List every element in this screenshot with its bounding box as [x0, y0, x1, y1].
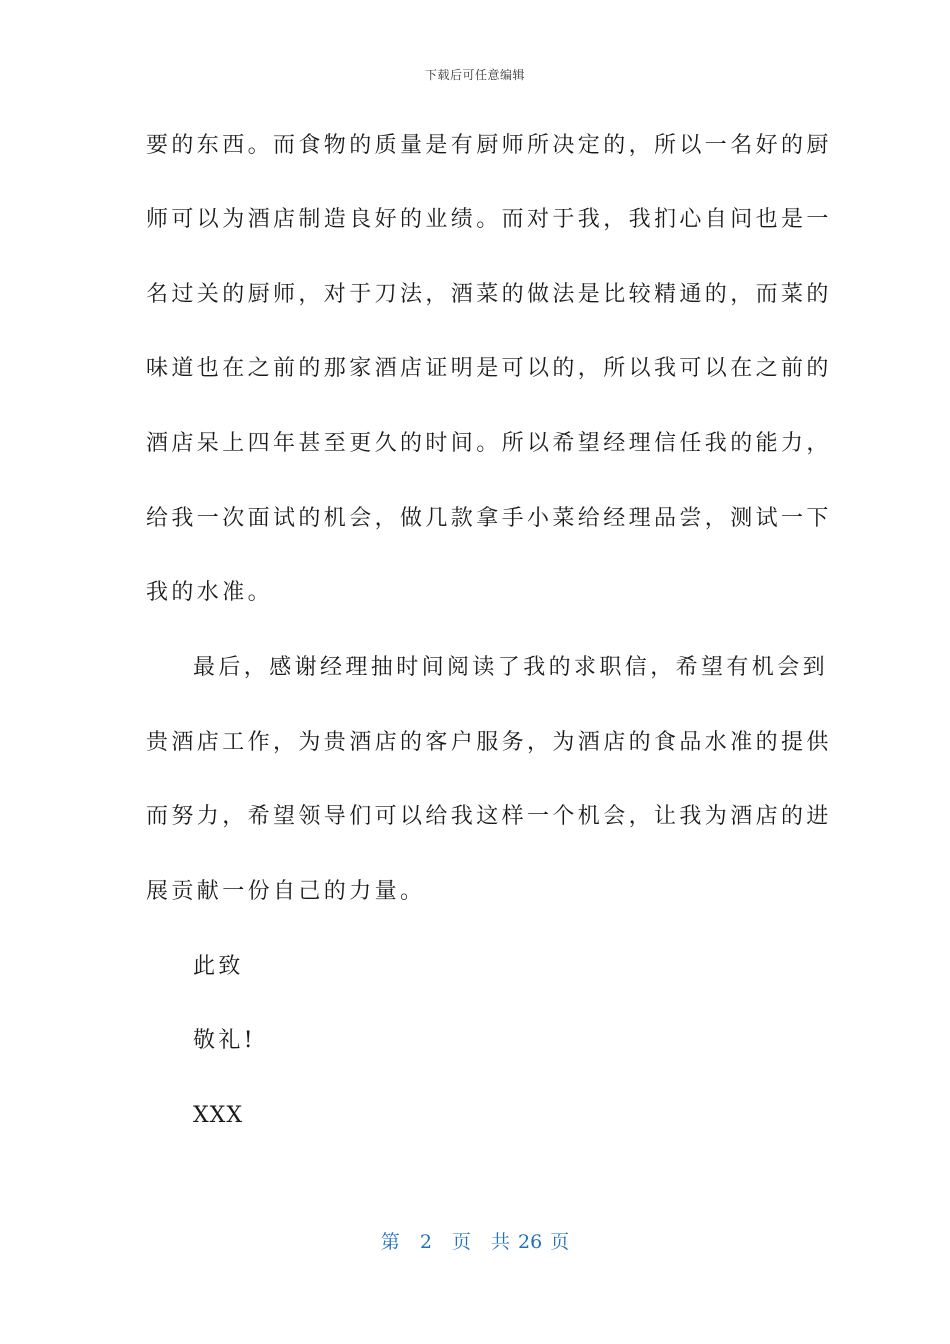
paragraph-line: 要的东西。而食物的质量是有厨师所决定的，所以一名好的厨 — [146, 133, 832, 158]
paragraph-line: 最后，感谢经理抽时间阅读了我的求职信，希望有机会到 — [193, 655, 829, 680]
page-label-prefix: 第 — [380, 1231, 400, 1253]
closing-regards: 敬礼! — [193, 1028, 257, 1053]
page-number: 2 — [419, 1231, 432, 1253]
page-label-mid: 页 — [451, 1231, 471, 1253]
paragraph-line: 而努力，希望领导们可以给我这样一个机会，让我为酒店的进 — [146, 804, 832, 829]
paragraph-line: 酒店呆上四年甚至更久的时间。所以希望经理信任我的能力， — [146, 431, 832, 456]
paragraph-line: 贵酒店工作，为贵酒店的客户服务，为酒店的食品水准的提供 — [146, 730, 832, 755]
paragraph-line: 给我一次面试的机会，做几款拿手小菜给经理品尝，测试一下 — [146, 506, 832, 531]
page-header: 下载后可任意编辑 — [424, 68, 525, 82]
paragraph-line: 味道也在之前的那家酒店证明是可以的，所以我可以在之前的 — [146, 356, 832, 381]
page-footer — [0, 1227, 950, 1254]
signature: XXX — [193, 1103, 243, 1128]
paragraph-line: 师可以为酒店制造良好的业绩。而对于我，我扪心自问也是一 — [146, 207, 832, 232]
page-total: 26 — [518, 1231, 543, 1253]
paragraph-line: 展贡献一份自己的力量。 — [146, 879, 426, 904]
paragraph-line: 名过关的厨师，对于刀法，酒菜的做法是比较精通的，而菜的 — [146, 282, 832, 307]
page-total-prefix: 共 — [491, 1231, 511, 1253]
page-label-suffix: 页 — [550, 1231, 570, 1253]
paragraph-line: 我的水准。 — [146, 580, 274, 605]
closing-salutation: 此致 — [193, 954, 244, 979]
